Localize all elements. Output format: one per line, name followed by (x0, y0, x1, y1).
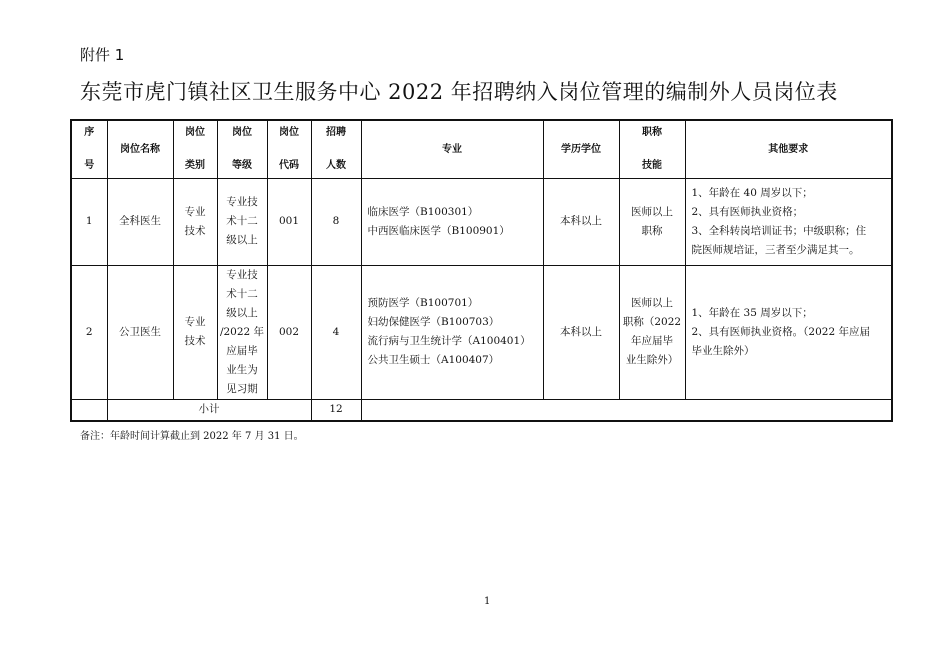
row-title-req: 医师以上 职称（2022 年应届毕 业生除外） (619, 265, 685, 399)
row-category: 专业 技术 (173, 265, 217, 399)
header-grade: 岗位 等级 (217, 120, 267, 178)
table-header-row (71, 120, 892, 178)
header-other: 其他要求 (685, 120, 892, 178)
page-number: 1 (484, 596, 491, 607)
row-code: 002 (267, 265, 311, 399)
row-count: 4 (311, 265, 361, 399)
subtotal-row (71, 399, 892, 421)
row-category: 专业 技术 (173, 178, 217, 265)
row-other: 1、年龄在 35 周岁以下； 2、具有医师执业资格。（2022 年应届 毕业生除外） (685, 265, 892, 399)
row-count: 8 (311, 178, 361, 265)
header-major: 专业 (361, 120, 543, 178)
table-row (71, 265, 892, 399)
header-count: 招聘 人数 (311, 120, 361, 178)
row-post-name: 全科医生 (107, 178, 173, 265)
header-category: 岗位 类别 (173, 120, 217, 178)
row-title-req: 医师以上 职称 (619, 178, 685, 265)
row-code: 001 (267, 178, 311, 265)
positions-table (70, 119, 893, 422)
row-education: 本科以上 (543, 265, 619, 399)
subtotal-empty-wide (361, 399, 892, 421)
row-post-name: 公卫医生 (107, 265, 173, 399)
row-majors: 预防医学（B100701） 妇幼保健医学（B100703） 流行病与卫生统计学（A100401） 公共卫生硕士（A100407） (361, 265, 543, 399)
header-seq: 序 号 (71, 120, 107, 178)
document-title: 东莞市虎门镇社区卫生服务中心 2022 年招聘纳入岗位管理的编制外人员岗位表 (80, 80, 838, 104)
row-majors: 临床医学（B100301） 中西医临床医学（B100901） (361, 178, 543, 265)
row-seq: 2 (71, 265, 107, 399)
row-education: 本科以上 (543, 178, 619, 265)
row-seq: 1 (71, 178, 107, 265)
subtotal-empty-cell (71, 399, 107, 421)
row-grade: 专业技 术十二 级以上 /2022 年 应届毕 业生为 见习期 (217, 265, 267, 399)
header-title: 职称 技能 (619, 120, 685, 178)
header-code: 岗位 代码 (267, 120, 311, 178)
header-post-name: 岗位名称 (107, 120, 173, 178)
row-other: 1、年龄在 40 周岁以下； 2、具有医师执业资格； 3、全科转岗培训证书；中级职称；住 院医师规培证，三者至少满足其一。 (685, 178, 892, 265)
subtotal-count: 12 (311, 399, 361, 421)
footnote: 备注：年龄时间计算截止到 2022 年 7 月 31 日。 (80, 431, 304, 442)
row-grade: 专业技 术十二 级以上 (217, 178, 267, 265)
subtotal-label: 小计 (107, 399, 311, 421)
attachment-label: 附件 1 (80, 46, 125, 64)
table-row (71, 178, 892, 265)
header-education: 学历学位 (543, 120, 619, 178)
